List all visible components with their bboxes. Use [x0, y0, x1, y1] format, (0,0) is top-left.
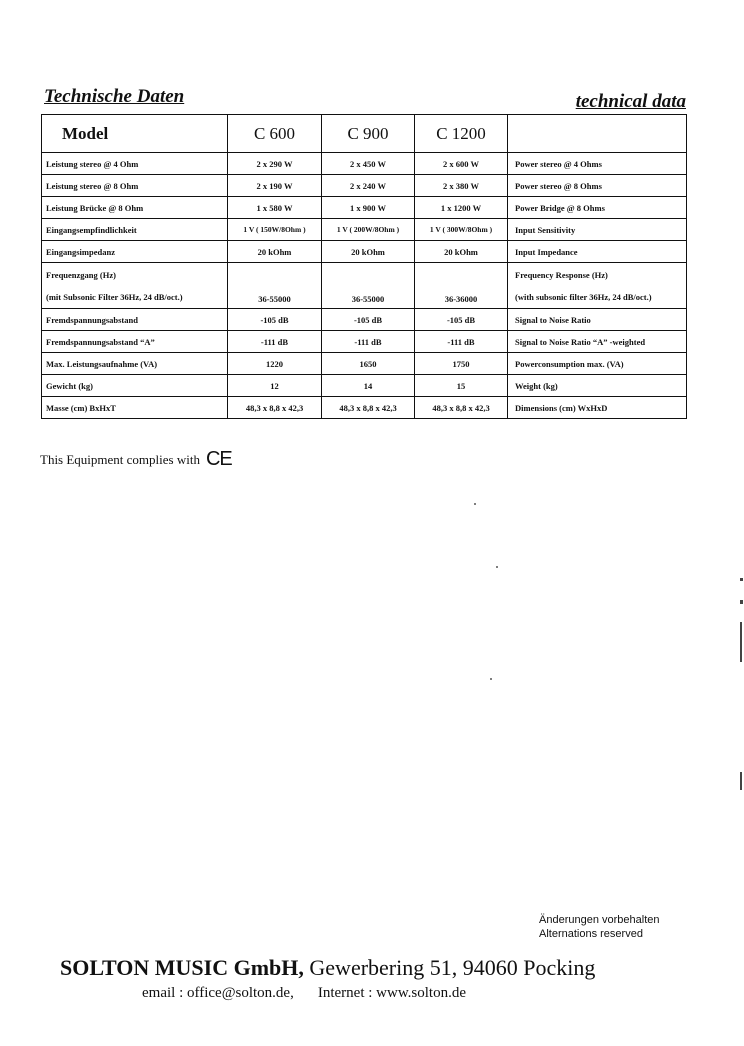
- cell-c1200: 15: [415, 375, 508, 397]
- cell-c600: 1 x 580 W: [228, 197, 322, 219]
- cell-c900: 14: [322, 375, 415, 397]
- scan-speck: [474, 503, 476, 505]
- cell-c600: 48,3 x 8,8 x 42,3: [228, 397, 322, 419]
- row-label-en-line2: (with subsonic filter 36Hz, 24 dB/oct.): [515, 291, 652, 302]
- scan-mark: [740, 600, 743, 604]
- row-label-en: [508, 263, 687, 309]
- row-label-en: Signal to Noise Ratio: [508, 309, 687, 331]
- row-label-de: Leistung Brücke @ 8 Ohm: [42, 197, 228, 219]
- model-label: Model: [42, 115, 228, 153]
- row-label-de-line1: Frequenzgang (Hz): [46, 269, 116, 280]
- model-c1200: C 1200: [415, 115, 508, 153]
- table-row: [42, 331, 687, 353]
- row-label-de-line2: (mit Subsonic Filter 36Hz, 24 dB/oct.): [46, 291, 183, 302]
- row-label-de: [42, 263, 228, 309]
- row-label-en: Power stereo @ 4 Ohms: [508, 153, 687, 175]
- cell-c900: 2 x 240 W: [322, 175, 415, 197]
- row-label-de: Masse (cm) BxHxT: [42, 397, 228, 419]
- cell-c1200: 20 kOhm: [415, 241, 508, 263]
- row-label-en: Signal to Noise Ratio “A” -weighted: [508, 331, 687, 353]
- row-label-en: Power stereo @ 8 Ohms: [508, 175, 687, 197]
- compliance-statement: [40, 448, 232, 471]
- title-german: Technische Daten: [44, 86, 185, 107]
- table-row: [42, 397, 687, 419]
- row-label-en-line1: Frequency Response (Hz): [515, 269, 608, 280]
- cell-c900: 20 kOhm: [322, 241, 415, 263]
- scan-speck: [496, 566, 498, 568]
- cell-c600: 2 x 190 W: [228, 175, 322, 197]
- row-label-en: Weight (kg): [508, 375, 687, 397]
- table-row: [42, 197, 687, 219]
- row-label-en: Power Bridge @ 8 Ohms: [508, 197, 687, 219]
- notice-english: Alternations reserved: [539, 928, 643, 940]
- cell-c900: 1 V ( 200W/8Ohm ): [322, 219, 415, 241]
- cell-c600: 1 V ( 150W/8Ohm ): [228, 219, 322, 241]
- model-c900: C 900: [322, 115, 415, 153]
- notice-german: Änderungen vorbehalten: [539, 914, 660, 926]
- cell-c900: 2 x 450 W: [322, 153, 415, 175]
- cell-c1200: 2 x 600 W: [415, 153, 508, 175]
- cell-c1200: 36-36000: [415, 263, 508, 309]
- table-row: [42, 375, 687, 397]
- row-label-en: Dimensions (cm) WxHxD: [508, 397, 687, 419]
- cell-c600: 20 kOhm: [228, 241, 322, 263]
- cell-c600: 1220: [228, 353, 322, 375]
- table-row: [42, 263, 687, 309]
- cell-c1200: 2 x 380 W: [415, 175, 508, 197]
- cell-c1200: 1 V ( 300W/8Ohm ): [415, 219, 508, 241]
- contact-line: [142, 985, 466, 1002]
- header-empty: [508, 115, 687, 153]
- cell-c600: -105 dB: [228, 309, 322, 331]
- table-row: [42, 241, 687, 263]
- change-notice: [539, 913, 659, 941]
- company-line: [60, 955, 595, 981]
- spec-table: [41, 114, 687, 419]
- compliance-text: This Equipment complies with: [40, 451, 200, 467]
- cell-c600: -111 dB: [228, 331, 322, 353]
- cell-c600: 12: [228, 375, 322, 397]
- row-label-de: Max. Leistungsaufnahme (VA): [42, 353, 228, 375]
- cell-c600: 36-55000: [228, 263, 322, 309]
- row-label-en: Powerconsumption max. (VA): [508, 353, 687, 375]
- scan-mark: [740, 578, 743, 581]
- model-c600: C 600: [228, 115, 322, 153]
- cell-c900: -111 dB: [322, 331, 415, 353]
- scan-speck: [490, 678, 492, 680]
- table-row: [42, 353, 687, 375]
- cell-c900: 1650: [322, 353, 415, 375]
- row-label-de: Gewicht (kg): [42, 375, 228, 397]
- table-row: [42, 153, 687, 175]
- row-label-de: Eingangsempfindlichkeit: [42, 219, 228, 241]
- row-label-de: Leistung stereo @ 4 Ohm: [42, 153, 228, 175]
- row-label-en: Input Sensitivity: [508, 219, 687, 241]
- title-english: technical data: [575, 91, 686, 112]
- cell-c1200: 1 x 1200 W: [415, 197, 508, 219]
- row-label-de: Eingangsimpedanz: [42, 241, 228, 263]
- cell-c1200: -105 dB: [415, 309, 508, 331]
- scan-mark: [740, 622, 742, 662]
- cell-c1200: -111 dB: [415, 331, 508, 353]
- cell-c600: 2 x 290 W: [228, 153, 322, 175]
- cell-c900: 1 x 900 W: [322, 197, 415, 219]
- scan-mark: [740, 772, 742, 790]
- row-label-en: Input Impedance: [508, 241, 687, 263]
- email-link[interactable]: email : office@solton.de,: [142, 985, 294, 1001]
- cell-c1200: 48,3 x 8,8 x 42,3: [415, 397, 508, 419]
- company-address: Gewerbering 51, 94060 Pocking: [309, 955, 596, 980]
- ce-mark-icon: CE: [205, 448, 232, 470]
- website-link[interactable]: Internet : www.solton.de: [317, 985, 467, 1001]
- table-row: [42, 309, 687, 331]
- table-row: [42, 175, 687, 197]
- table-row: [42, 219, 687, 241]
- cell-c900: 48,3 x 8,8 x 42,3: [322, 397, 415, 419]
- company-name: SOLTON MUSIC GmbH,: [60, 955, 304, 980]
- cell-c900: 36-55000: [322, 263, 415, 309]
- cell-c1200: 1750: [415, 353, 508, 375]
- row-label-de: Fremdspannungsabstand “A”: [42, 331, 228, 353]
- row-label-de: Leistung stereo @ 8 Ohm: [42, 175, 228, 197]
- table-header-row: [42, 115, 687, 153]
- row-label-de: Fremdspannungsabstand: [42, 309, 228, 331]
- cell-c900: -105 dB: [322, 309, 415, 331]
